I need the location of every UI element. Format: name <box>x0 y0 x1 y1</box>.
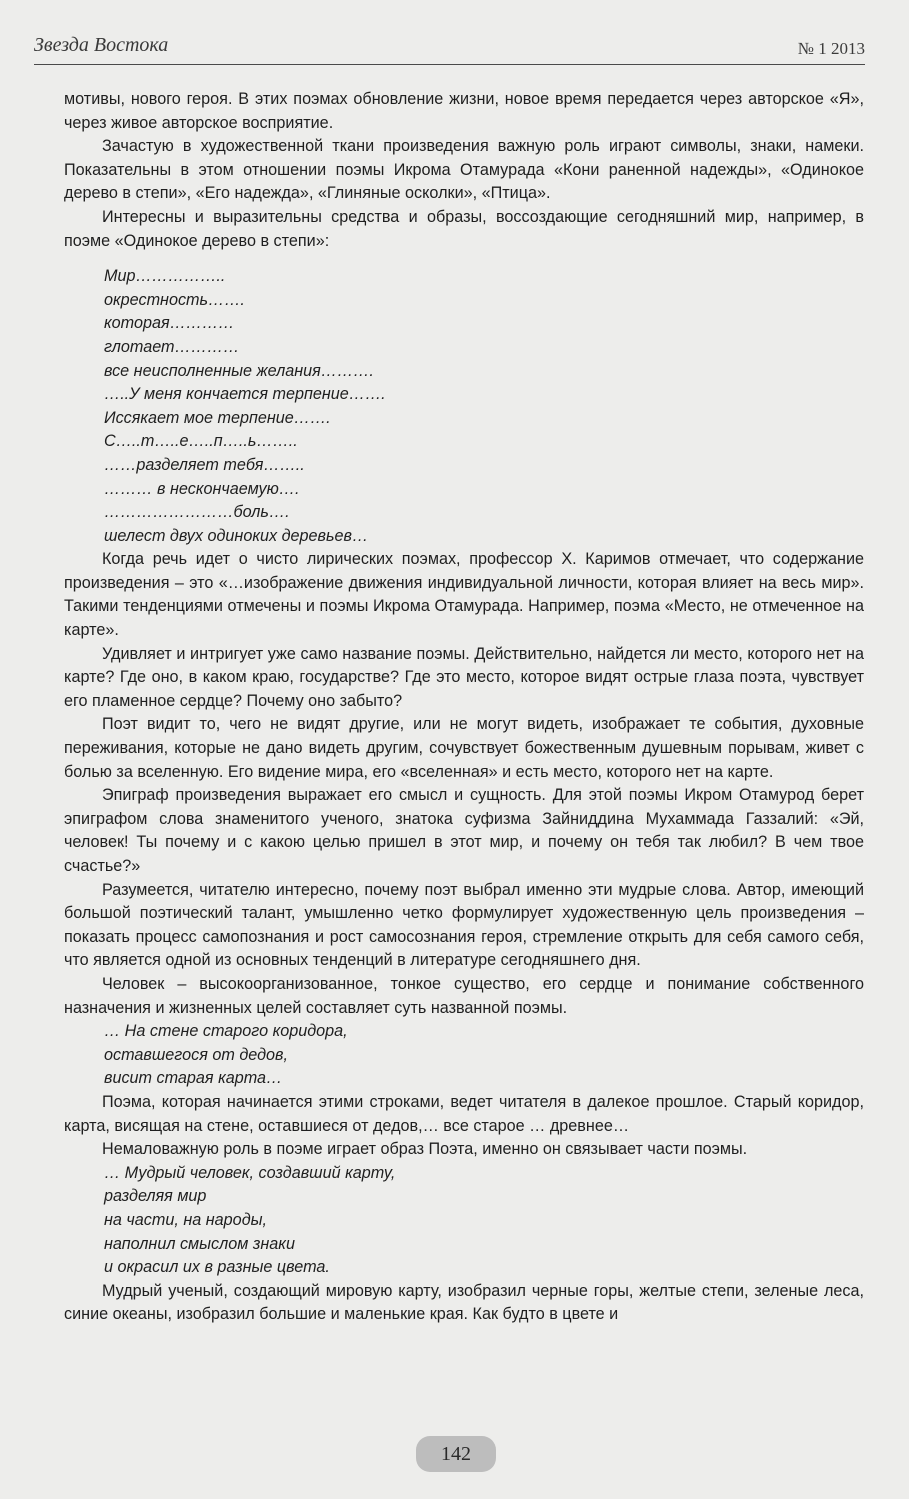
paragraph: Когда речь идет о чисто лирических поэмах, профессор Х. Каримов отмечает, что содержание произведения – это «…изображение движения индивидуальной личности, которая влияет на весь мир». Такими тенденциями отмечены и поэмы Икрома Отамурада. Например, поэма «Место, не отмеченное на карте». <box>64 550 864 640</box>
verse-line: окрестность……. <box>104 290 245 309</box>
paragraph: мотивы, нового героя. В этих поэмах обновление жизни, новое время передается через авторское «Я», через живое авторское восприятие. <box>64 90 864 132</box>
verse-line: … Мудрый человек, создавший карту, <box>104 1163 396 1182</box>
verse-line: разделяя мир <box>104 1187 207 1206</box>
verse-line: Мир…………….. <box>104 267 226 286</box>
verse-line: и окрасил их в разные цвета. <box>104 1258 330 1277</box>
paragraph: Мудрый ученый, создающий мировую карту, изобразил черные горы, желтые степи, зеленые леса, синие океаны, изобразил большие и маленькие края. Как будто в цвете и <box>64 1281 864 1324</box>
verse-line: висит старая карта… <box>104 1069 283 1088</box>
verse-line: на части, на народы, <box>104 1210 268 1229</box>
paragraph: Человек – высокоорганизованное, тонкое существо, его сердце и понимание собственного назначения и жизненных целей составляет суть названной поэмы. <box>64 974 864 1017</box>
paragraph: Поэт видит то, чего не видят другие, или не могут видеть, изображает те события, духовные переживания, которые не дано видеть другим, сочувствует божественным душевным порывам, живет с болью за вселенную. Его видение мира, его «вселенная» и есть место, которого нет на карте. <box>64 715 864 781</box>
verse-line: наполнил смыслом знаки <box>104 1234 295 1253</box>
paragraph: Интересны и выразительны средства и образы, воссоздающие сегодняшний мир, например, в поэме «Одинокое дерево в степи»: <box>64 207 864 250</box>
verse-line: которая………… <box>104 314 235 333</box>
paragraph: Удивляет и интригует уже само название поэмы. Действительно, найдется ли место, которого нет на карте? Где оно, в каком краю, государстве? Где это место, которое видят острые глаза поэта, чувствует его пламенное сердце? Почему оно забыто? <box>64 644 864 710</box>
verse-line: …..У меня кончается терпение……. <box>104 385 386 404</box>
paragraph: Поэма, которая начинается этими строками, ведет читателя в далекое прошлое. Старый коридор, карта, висящая на стене, оставшиеся от дедов,… все старое … древнее… <box>64 1092 864 1135</box>
verse-line: Иссякает мое терпение……. <box>104 408 331 427</box>
journal-title: Звезда Востока <box>34 34 169 56</box>
verse-quote <box>64 1020 864 1091</box>
verse-line: … На стене старого коридора, <box>104 1022 348 1041</box>
verse-quote <box>64 1162 864 1280</box>
verse-line: оставшегося от дедов, <box>104 1045 288 1064</box>
paragraph: Разумеется, читателю интересно, почему поэт выбрал именно эти мудрые слова. Автор, имеющий большой поэтический талант, умышленно четко формулирует художественную цель произведения – показать процесс самопознания и рост самосознания героя, стремление открыть для себя самого себя, что является одной из основных тенденций в литературе сегодняшнего дня. <box>64 880 864 970</box>
verse-line: ……разделяет тебя…….. <box>104 455 305 474</box>
paragraph: Эпиграф произведения выражает его смысл и сущность. Для этой поэмы Икром Отамурод берет эпиграфом слова знаменитого ученого, знатока суфизма Зайниддина Мухаммада Газзалий: «Эй, человек! Ты почему и с какою целью пришел в этот мир, и почему он тебя так любил? В чем твое счастье?» <box>64 786 864 875</box>
running-header <box>34 30 865 65</box>
paragraph: Зачастую в художественной ткани произведения важную роль играют символы, знаки, намеки. Показательны в этом отношении поэмы Икрома Отамурада «Кони раненной надежды», «Одинокое дерево в степи», «Его надежда», «Глиняные осколки», «Птица». <box>64 137 864 203</box>
page-number: 142 <box>416 1436 496 1472</box>
verse-line: шелест двух одиноких деревьев… <box>104 526 369 545</box>
issue-number: № 1 2013 <box>797 39 865 58</box>
verse-quote <box>64 265 864 548</box>
verse-line: все неисполненные желания………. <box>104 361 374 380</box>
verse-line: С…..т…..е…..п…..ь…….. <box>104 432 298 451</box>
verse-line: глотает………… <box>104 337 240 356</box>
article-body <box>64 88 864 1327</box>
verse-line: ……………………боль…. <box>104 503 290 522</box>
verse-line: ……… в нескончаемую…. <box>104 479 300 498</box>
paragraph: Немаловажную роль в поэме играет образ Поэта, именно он связывает части поэмы. <box>102 1140 748 1159</box>
